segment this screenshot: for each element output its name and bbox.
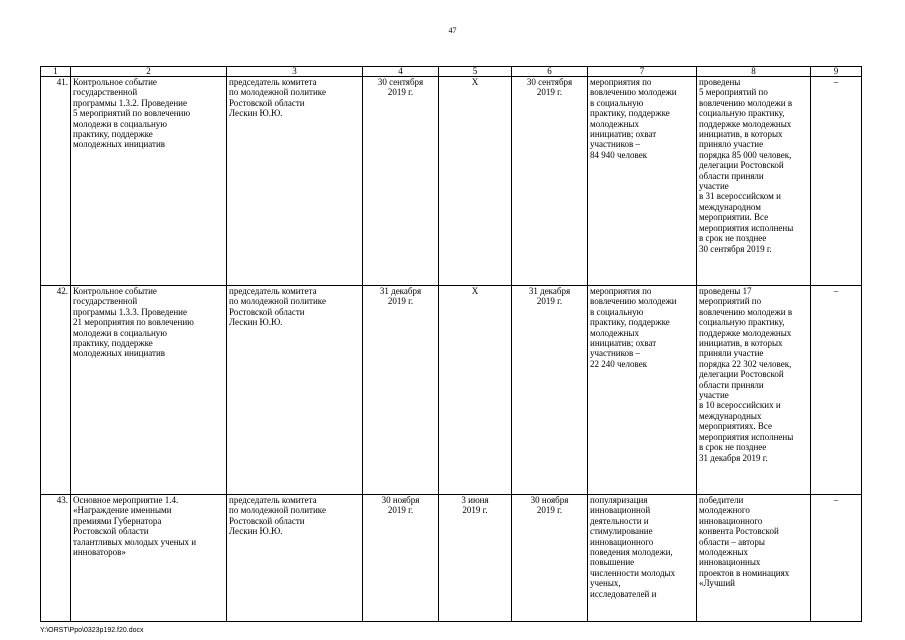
- reasons-cell: –: [811, 495, 862, 622]
- header-cell: 2: [71, 67, 227, 77]
- responsible-cell: председатель комитета по молодежной политике Ростовской области Лескин Ю.Ю.: [227, 286, 363, 495]
- responsible-cell: председатель комитета по молодежной политике Ростовской области Лескин Ю.Ю.: [227, 495, 363, 622]
- header-cell: 7: [588, 67, 697, 77]
- actual-start-cell: Х: [439, 286, 512, 495]
- page-number: 47: [448, 26, 457, 35]
- responsible-cell: председатель комитета по молодежной политике Ростовской области Лескин Ю.Ю.: [227, 77, 363, 286]
- event-cell: Контрольное событие государственной программы 1.3.2. Проведение 5 мероприятий по вовлечению молодежи в социальную практику, поддержке молодежных инициатив: [71, 77, 227, 286]
- event-cell: Контрольное событие государственной программы 1.3.3. Проведение 21 мероприятия по вовлечению молодежи в социальную практику, поддержке молодежных инициатив: [71, 286, 227, 495]
- table-row: [41, 286, 862, 495]
- planned-result-cell: мероприятия по вовлечению молодежи в социальную практику, поддержке молодежных инициатив; охват участников – 84 940 человек: [588, 77, 697, 286]
- planned-result-cell: мероприятия по вовлечению молодежи в социальную практику, поддержке молодежных инициатив; охват участников – 22 240 человек: [588, 286, 697, 495]
- row-number: 41.: [41, 77, 71, 286]
- row-number: 42.: [41, 286, 71, 495]
- header-cell: 6: [512, 67, 588, 77]
- actual-result-cell: победители молодежного инновационного конвента Ростовской области – авторы молодежных инновационных проектов в номинациях «Лучший: [697, 495, 811, 622]
- footer-file-path: Y:\ORST\Ppo\0323p192.f20.docx: [40, 627, 144, 634]
- planned-date-cell: 30 ноября 2019 г.: [363, 495, 439, 622]
- header-cell: 9: [811, 67, 862, 77]
- header-row: [41, 67, 862, 77]
- planned-date-cell: 31 декабря 2019 г.: [363, 286, 439, 495]
- header-cell: 8: [697, 67, 811, 77]
- actual-result-cell: проведены 17 мероприятий по вовлечению молодежи в социальную практику, поддержке молодежных инициатив, в которых приняли участие порядка 22 302 человек, делегации Ростовской области приняли участие в 10 всероссийских и международных мероприятиях. Все мероприятия исполнены в срок не позднее 31 декабря 2019 г.: [697, 286, 811, 495]
- actual-start-cell: 3 июня 2019 г.: [439, 495, 512, 622]
- row-number: 43.: [41, 495, 71, 622]
- actual-result-cell: проведены 5 мероприятий по вовлечению молодежи в социальную практику, поддержке молодежных инициатив, в которых приняло участие порядка 85 000 человек, делегации Ростовской области приняли участие в 31 всероссийском и международном мероприятии. Все мероприятия исполнены в срок не позднее 30 сентября 2019 г.: [697, 77, 811, 286]
- header-cell: 1: [41, 67, 71, 77]
- report-table: [40, 66, 862, 622]
- header-cell: 3: [227, 67, 363, 77]
- header-cell: 4: [363, 67, 439, 77]
- header-cell: 5: [439, 67, 512, 77]
- actual-end-cell: 30 ноября 2019 г.: [512, 495, 588, 622]
- actual-end-cell: 30 сентября 2019 г.: [512, 77, 588, 286]
- event-cell: Основное мероприятие 1.4. «Награждение именными премиями Губернатора Ростовской области талантливых молодых ученых и инноваторов»: [71, 495, 227, 622]
- table-row: [41, 495, 862, 622]
- planned-result-cell: популяризация инновационной деятельности и стимулирование инновационного поведения молодежи, повышение численности молодых ученых, исследователей и: [588, 495, 697, 622]
- actual-start-cell: Х: [439, 77, 512, 286]
- planned-date-cell: 30 сентября 2019 г.: [363, 77, 439, 286]
- reasons-cell: –: [811, 286, 862, 495]
- actual-end-cell: 31 декабря 2019 г.: [512, 286, 588, 495]
- reasons-cell: –: [811, 77, 862, 286]
- table-row: [41, 77, 862, 286]
